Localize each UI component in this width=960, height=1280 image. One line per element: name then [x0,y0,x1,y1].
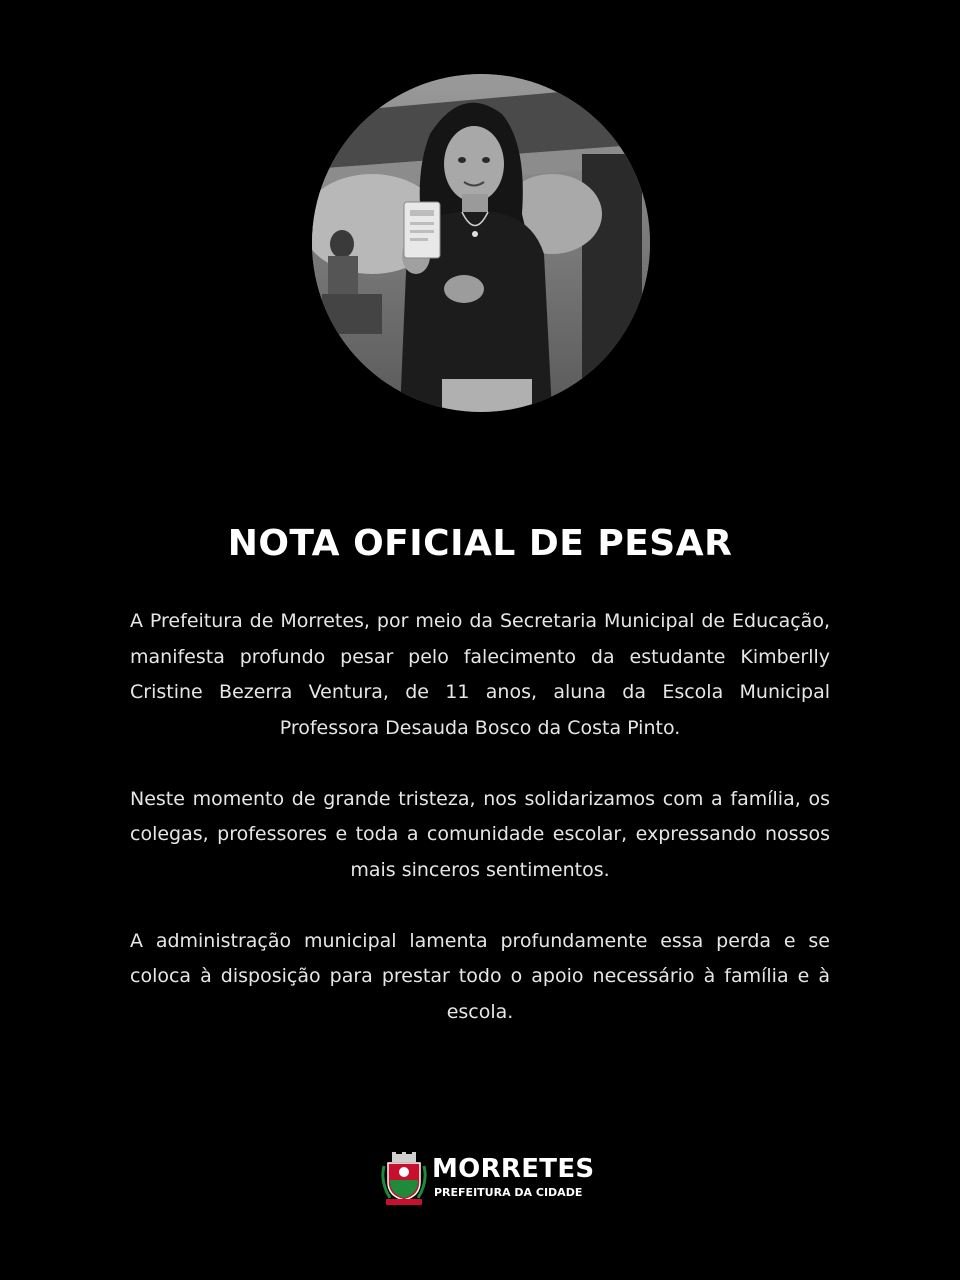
paragraph-2: Neste momento de grande tristeza, nos solidarizamos com a família, os colegas, professores e toda a comunidade escolar, expressando nossos mais sinceros sentimentos. [130,787,830,881]
student-id-card [404,202,440,258]
page-title: NOTA OFICIAL DE PESAR [227,523,733,564]
portrait-photo [312,74,650,412]
logo-name: MORRETES [432,1154,595,1184]
logo-subtitle: PREFEITURA DA CIDADE [434,1186,583,1199]
municipal-crest-icon [380,1152,428,1206]
morretes-logo [380,1152,595,1208]
paragraph-3: A administração municipal lamenta profundamente essa perda e se coloca à disposição para prestar todo o apoio necessário à família e à escola. [130,929,830,1023]
portrait-illustration [312,74,650,412]
condolence-message [130,604,830,1030]
paragraph-1: A Prefeitura de Morretes, por meio da Secretaria Municipal de Educação, manifesta profundo pesar pelo falecimento da estudante Kimberlly Cristine Bezerra Ventura, de 11 anos, aluna da Escola Municipal Professora Desauda Bosco da Costa Pinto. [130,610,830,739]
